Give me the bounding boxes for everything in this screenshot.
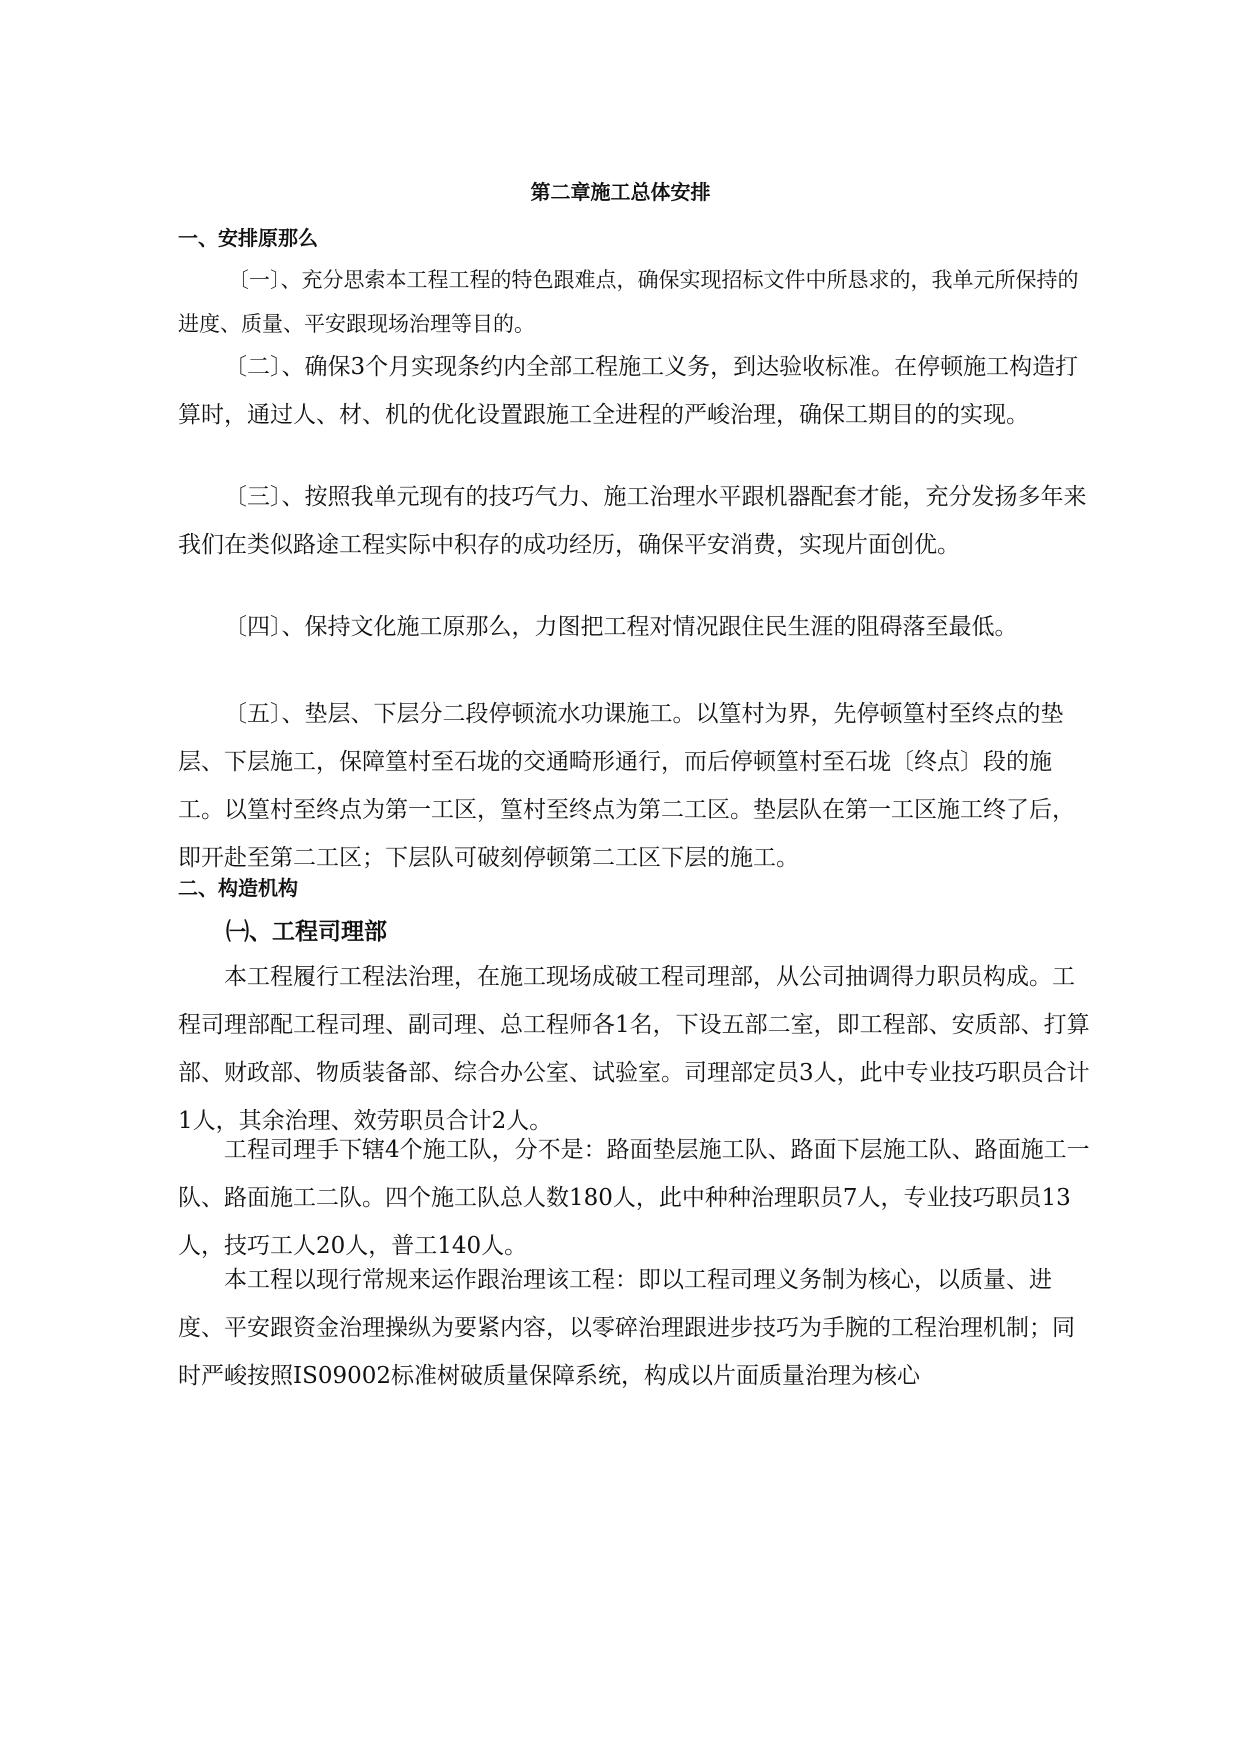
paragraph-principle-3: 〔三〕、按照我单元现有的技巧气力、施工治理水平跟机器配套才能，充分发扬多年来我们在类似路途工程实际中积存的成功经历，确保平安消费，实现片面创优。 (178, 484, 1087, 558)
section-heading-principles: 一、安排原那么 (178, 226, 318, 250)
paragraph-organization-2: 工程司理手下辖4个施工队，分不是：路面垫层施工队、路面下层施工队、路面施工一队、路面施工二队。四个施工队总人数180人，此中种种治理职员7人，专业技巧职员13人，技巧工人20人，普工140人。 (178, 1137, 1090, 1259)
section-heading-organization: 二、构造机构 (178, 876, 298, 900)
subsection-heading-project-department: ㈠、工程司理部 (226, 919, 387, 945)
paragraph-principle-1: 〔一〕、充分思索本工程工程的特色跟难点，确保实现招标文件中所恳求的，我单元所保持的进度、质量、平安跟现场治理等目的。 (178, 268, 1079, 336)
paragraph-principle-5: 〔五〕、垫层、下层分二段停顿流水功课施工。以篁村为界，先停顿篁村至终点的垫层、下层施工，保障篁村至石垅的交通畸形通行，而后停顿篁村至石垅〔终点〕段的施工。以篁村至终点为第一工区，篁村至终点为第二工区。垫层队在第一工区施工终了后，即开赴至第二工区；下层队可破刻停顿第二工区下层的施工。 (178, 701, 1075, 871)
paragraph-organization-3: 本工程以现行常规来运作跟治理该工程：即以工程司理义务制为核心，以质量、进度、平安跟资金治理操纵为要紧内容，以零碎治理跟进步技巧为手腕的工程治理机制；同时严峻按照IS09002标准树破质量保障系统，构成以片面质量治理为核心 (178, 1267, 1075, 1389)
paragraph-organization-1: 本工程履行工程法治理，在施工现场成破工程司理部，从公司抽调得力职员构成。工程司理部配工程司理、副司理、总工程师各1名，下设五部二室，即工程部、安质部、打算部、财政部、物质装备部、综合办公室、试验室。司理部定员3人，此中专业技巧职员合计1人，其余治理、效劳职员合计2人。 (178, 964, 1090, 1134)
paragraph-principle-2: 〔二〕、确保3个月实现条约内全部工程施工义务，到达验收标准。在停顿施工构造打算时，通过人、材、机的优化设置跟施工全进程的严峻治理，确保工期目的的实现。 (178, 354, 1079, 428)
chapter-title: 第二章施工总体安排 (530, 180, 711, 204)
paragraph-principle-4: 〔四〕、保持文化施工原那么，力图把工程对情况跟住民生涯的阻碍落至最低。 (224, 614, 1018, 640)
